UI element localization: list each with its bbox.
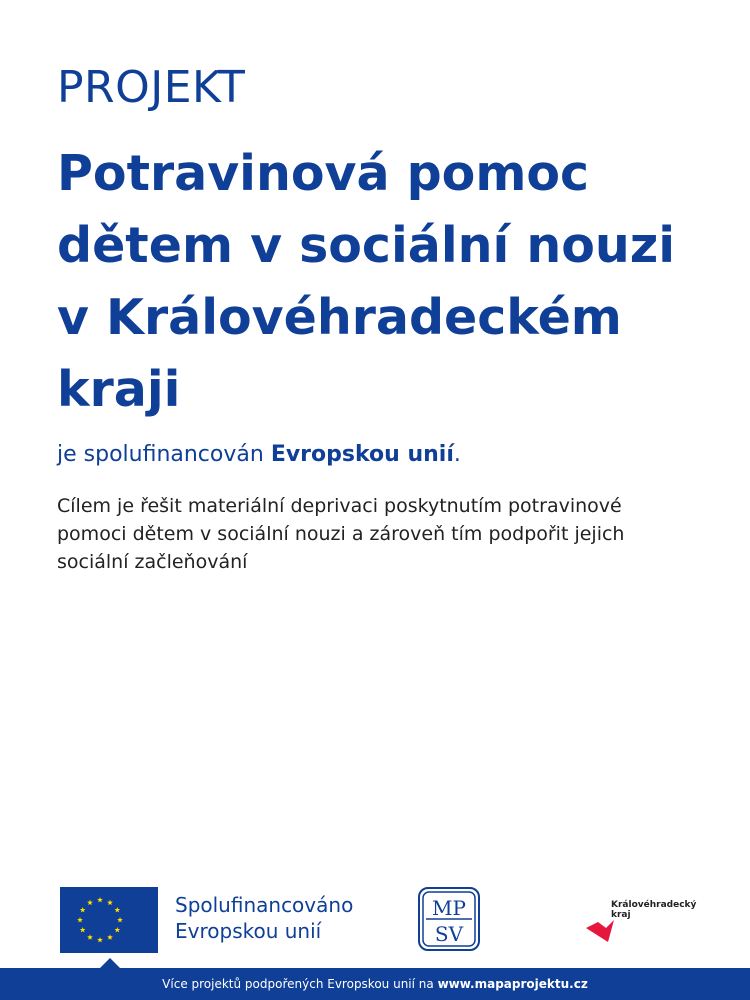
- kraj-heart-icon: [586, 920, 614, 942]
- mpsv-logo: [418, 887, 480, 951]
- footer-link[interactable]: www.mapaprojektu.cz: [437, 977, 588, 991]
- eu-cofinanced-line1: Spolufinancováno: [175, 893, 354, 917]
- page-eyebrow: PROJEKT: [57, 62, 246, 113]
- kraj-logo-text: [611, 900, 696, 920]
- funding-prefix: je spolufinancován: [57, 442, 271, 467]
- funding-statement: [57, 440, 461, 470]
- funding-emphasis: Evropskou unií: [270, 442, 454, 467]
- footer-prefix: Více projektů podpořených Evropskou unií na: [162, 977, 438, 991]
- project-title: Potravinová pomoc dětem v sociální nouzi v Královéhradeckém kraji: [57, 145, 676, 418]
- project-description: Cílem je řešit materiální deprivaci poskytnutím potravinové pomoci dětem v sociální nouzi a zároveň tím podpořit jejich sociální začleňování: [57, 495, 625, 573]
- mpsv-logo-bottom: SV: [434, 922, 464, 946]
- mpsv-logo-top: MP: [432, 896, 466, 920]
- footer-bar: [0, 968, 750, 1000]
- kraj-logo-line1: Královéhradecký: [611, 900, 697, 910]
- kraj-logo-line2: kraj: [611, 910, 631, 920]
- eu-flag-logo: [60, 887, 158, 953]
- eu-cofinanced-line2: Evropskou unií: [175, 919, 322, 943]
- funding-suffix: .: [453, 442, 461, 467]
- eu-cofinanced-text: [175, 892, 353, 944]
